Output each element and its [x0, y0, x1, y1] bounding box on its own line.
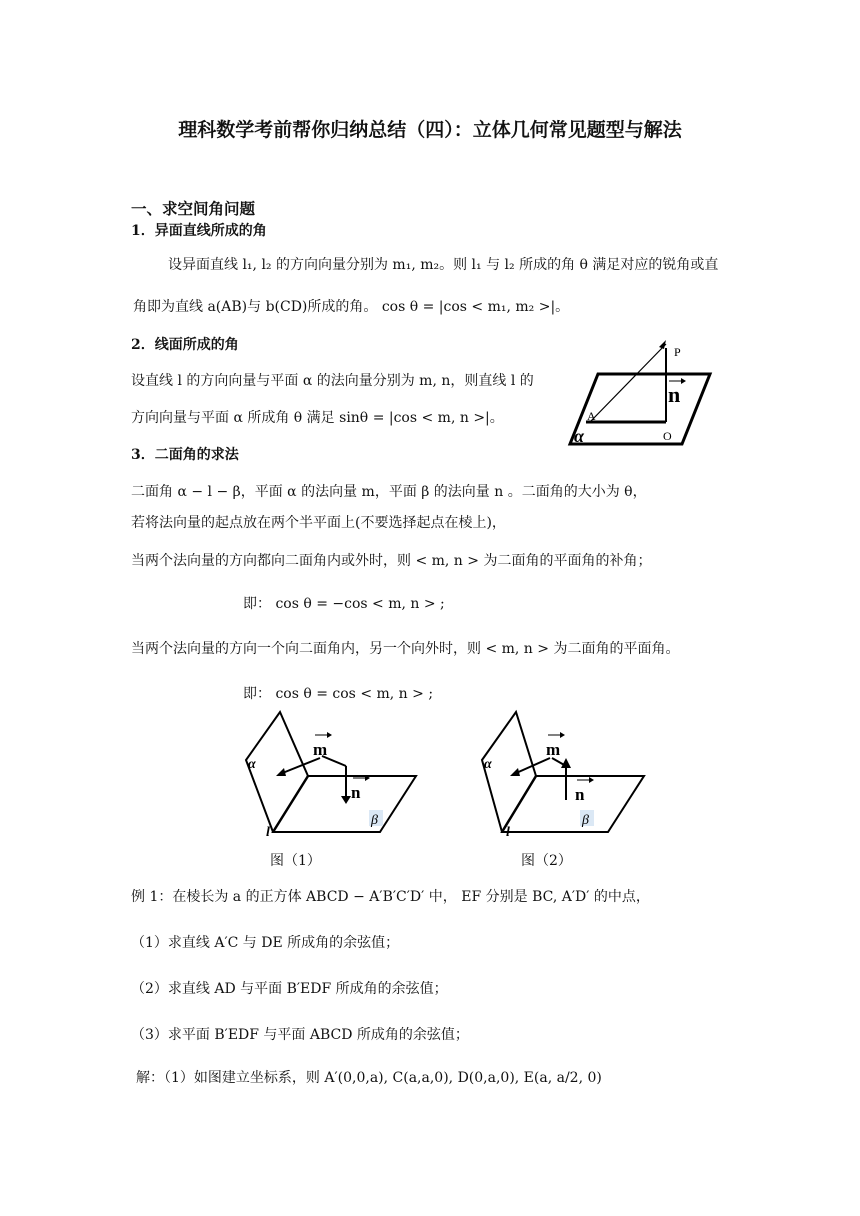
vector-arrow-n: [681, 378, 686, 384]
subsection-dihedral: 3．二面角的求法: [131, 447, 239, 463]
label-l: l: [266, 825, 270, 838]
label-alpha: α: [248, 757, 256, 772]
line-plane-figure: [560, 336, 720, 448]
line-plane-text-line2: 方向向量与平面 α 所成角 θ 满足 sinθ = |cos < m, n >|。: [131, 410, 504, 426]
example-question-2: （2）求直线 AD 与平面 B′EDF 所成角的余弦值；: [131, 981, 448, 997]
vector-arrow-n: [589, 777, 594, 783]
label-O: O: [663, 429, 672, 443]
label-alpha: α: [484, 757, 492, 772]
arrowhead-P: [659, 340, 666, 349]
section-heading-spatial-angles: 一、求空间角问题: [131, 199, 256, 218]
label-beta: β: [582, 813, 589, 828]
half-plane-alpha: [482, 712, 536, 832]
figure-2-caption: 图（2）: [521, 853, 572, 869]
figure-1-caption: 图（1）: [270, 853, 321, 869]
line-plane-text-line1: 设直线 l 的方向向量与平面 α 的法向量分别为 m, n，则直线 l 的: [131, 373, 534, 389]
label-m: m: [546, 740, 561, 759]
page-title: 理科数学考前帮你归纳总结（四）：立体几何常见题型与解法: [178, 119, 682, 141]
label-beta: β: [371, 813, 378, 828]
skew-text-line1: 设异面直线 l₁, l₂ 的方向向量分别为 m₁, m₂。则 l₁ 与 l₂ 所成的角 θ 满足对应的锐角或直: [168, 257, 719, 273]
edge-l: [273, 776, 308, 832]
subsection-skew-lines: 1．异面直线所成的角: [131, 223, 267, 239]
subsection-line-plane: 2．线面所成的角: [131, 337, 239, 353]
dihedral-figure-1: [238, 708, 422, 838]
dihedral-formula-1: 即： cos θ = −cos < m, n > ;: [243, 596, 445, 612]
example-question-1: （1）求直线 A′C 与 DE 所成角的余弦值；: [131, 935, 400, 951]
normal-n-arrowhead: [341, 796, 351, 804]
label-alpha: α: [574, 426, 584, 446]
line-AP: [590, 344, 666, 422]
label-n: n: [351, 783, 361, 802]
normal-m-arrowhead: [276, 768, 286, 776]
label-n: n: [575, 785, 585, 804]
vector-arrow-m: [327, 732, 332, 738]
dihedral-figure-2: [480, 708, 664, 838]
label-A: A: [587, 409, 596, 423]
label-P: P: [674, 345, 681, 359]
dihedral-formula-2: 即： cos θ = cos < m, n > ;: [243, 686, 434, 702]
label-m: m: [313, 740, 328, 759]
dihedral-text-line3: 当两个法向量的方向都向二面角内或外时，则 < m, n > 为二面角的平面角的补角；: [131, 553, 652, 569]
normal-m-line: [280, 758, 320, 774]
normal-m-arrowhead: [510, 768, 520, 776]
example-question-3: （3）求平面 B′EDF 与平面 ABCD 所成角的余弦值；: [131, 1027, 469, 1043]
dihedral-text-line4: 当两个法向量的方向一个向二面角内，另一个向外时，则 < m, n > 为二面角的平面角。: [131, 641, 680, 657]
edge-l: [502, 776, 536, 832]
dihedral-text-line2: 若将法向量的起点放在两个半平面上(不要选择起点在棱上)，: [131, 515, 506, 531]
example-solution-start: 解：（1）如图建立坐标系，则 A′(0,0,a), C(a,a,0), D(0,a,0), E(a, a/2, 0): [136, 1070, 602, 1086]
dihedral-text-line1: 二面角 α − l − β，平面 α 的法向量 m，平面 β 的法向量 n 。二面角的大小为 θ，: [131, 484, 647, 500]
label-n: n: [668, 382, 681, 407]
half-plane-beta: [502, 776, 644, 832]
vector-arrow-m: [560, 732, 565, 738]
half-plane-beta: [273, 776, 416, 832]
label-l: l: [506, 825, 510, 838]
skew-text-line2: 角即为直线 a(AB)与 b(CD)所成的角。 cos θ = |cos < m₁, m₂ >|。: [133, 299, 570, 315]
half-plane-alpha: [246, 712, 308, 832]
example-intro: 例 1：在棱长为 a 的正方体 ABCD − A′B′C′D′ 中， EF 分别是 BC, A′D′ 的中点，: [131, 889, 650, 905]
